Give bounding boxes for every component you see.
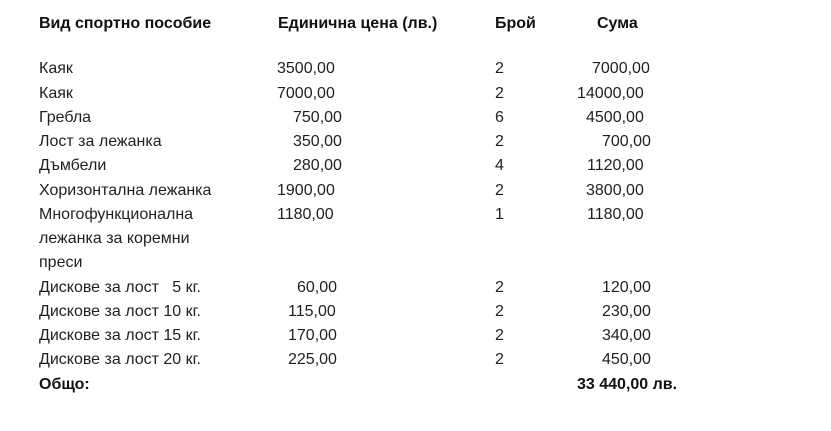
row-item: Дискове за лост 10 кг.	[39, 303, 201, 320]
row-qty: 2	[495, 60, 504, 77]
row-sum: 700,00	[602, 133, 651, 150]
row-price: 3500,00	[277, 60, 335, 77]
row-sum: 450,00	[602, 351, 651, 368]
header-sum: Сума	[597, 15, 638, 32]
row-price: 350,00	[293, 133, 342, 150]
row-price: 750,00	[293, 109, 342, 126]
row-price: 170,00	[288, 327, 337, 344]
row-qty: 4	[495, 157, 504, 174]
row-item: Каяк	[39, 85, 73, 102]
total-label: Общо:	[39, 376, 90, 393]
row-qty: 2	[495, 279, 504, 296]
row-qty: 2	[495, 182, 504, 199]
row-price: 1180,00	[277, 206, 334, 223]
row-price: 225,00	[288, 351, 337, 368]
row-price: 60,00	[297, 279, 338, 296]
row-sum: 7000,00	[592, 60, 650, 77]
header-item: Вид спортно пособие	[39, 15, 212, 32]
row-item-line: преси	[39, 254, 83, 271]
row-sum: 120,00	[602, 279, 651, 296]
row-price: 1900,00	[277, 182, 335, 199]
row-qty: 2	[495, 327, 504, 344]
row-item: Дискове за лост 20 кг.	[39, 351, 201, 368]
row-price: 7000,00	[277, 85, 335, 102]
row-item: Лост за лежанка	[39, 133, 162, 150]
row-item-line: лежанка за коремни	[39, 230, 190, 247]
row-item: Гребла	[39, 109, 92, 126]
row-item: Дискове за лост 15 кг.	[39, 327, 201, 344]
row-item: Каяк	[39, 60, 73, 77]
row-price: 280,00	[293, 157, 342, 174]
header-qty: Брой	[495, 15, 536, 32]
row-item: Хоризонтална лежанка	[39, 182, 212, 199]
row-qty: 2	[495, 351, 504, 368]
row-qty: 6	[495, 109, 504, 126]
row-qty: 1	[495, 206, 504, 223]
row-sum: 1120,00	[587, 157, 644, 174]
total-value: 33 440,00 лв.	[577, 376, 678, 393]
row-sum: 14000,00	[577, 85, 644, 102]
row-price: 115,00	[288, 303, 336, 320]
row-qty: 2	[495, 303, 504, 320]
row-qty: 2	[495, 85, 504, 102]
row-sum: 4500,00	[586, 109, 644, 126]
row-sum: 340,00	[602, 327, 651, 344]
row-item: Дискове за лост 5 кг.	[39, 279, 201, 296]
row-item-line: Многофункционална	[39, 206, 194, 223]
row-sum: 1180,00	[587, 206, 644, 223]
row-qty: 2	[495, 133, 504, 150]
row-sum: 230,00	[602, 303, 651, 320]
row-sum: 3800,00	[586, 182, 644, 199]
header-unit-price: Единична цена (лв.)	[278, 15, 438, 32]
row-item: Дъмбели	[39, 157, 107, 174]
